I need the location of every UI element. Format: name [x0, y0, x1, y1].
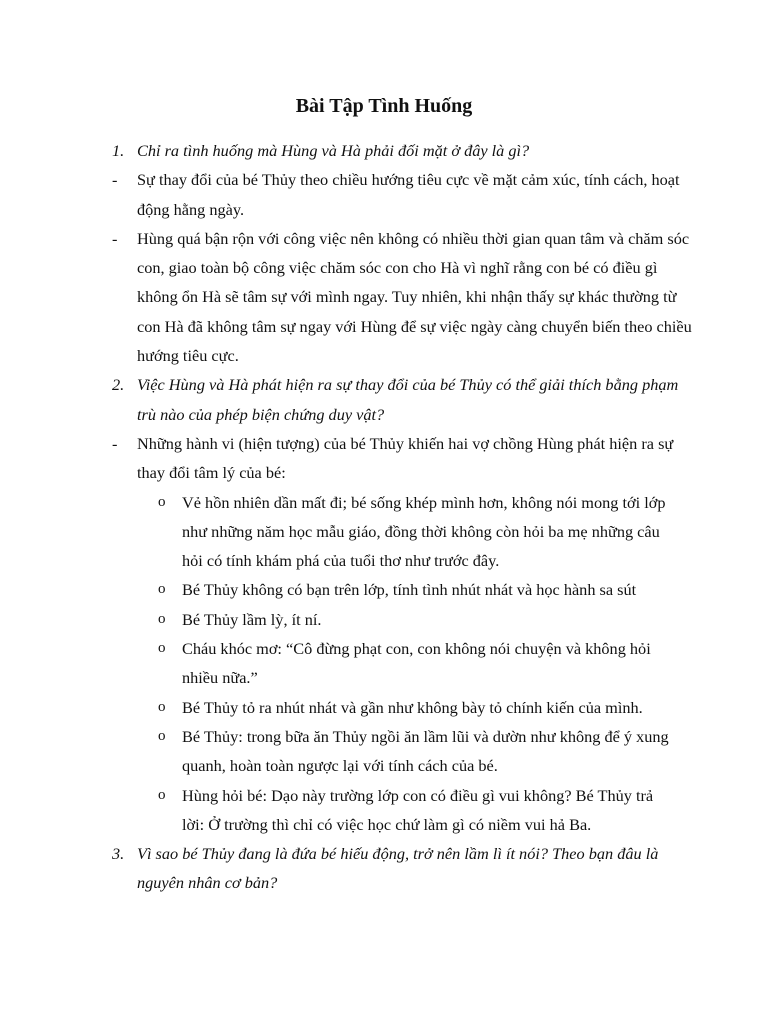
- bullet-marker: o: [158, 493, 166, 510]
- question-item: [112, 839, 692, 898]
- bullet-marker: o: [158, 698, 166, 715]
- item-text: Hùng hỏi bé: Dạo này trường lớp con có điều gì vui không? Bé Thủy trả lời: Ở trường thì chỉ có việc học chứ làm gì có niềm vui hả Ba.: [182, 785, 654, 834]
- dash-marker: -: [112, 433, 118, 453]
- item-text: Vẻ hồn nhiên dần mất đi; bé sống khép mình hơn, không nói mong tới lớp như những năm học mẫu giáo, đồng thời không còn hỏi ba mẹ những câu hỏi có tính khám phá của tuổi thơ như trước đây.: [182, 492, 666, 571]
- bullet-marker: o: [158, 786, 166, 803]
- item-text: Bé Thủy lầm lỳ, ít ní.: [182, 609, 322, 629]
- item-text: Cháu khóc mơ: “Cô đừng phạt con, con không nói chuyện và không hỏi nhiều nữa.”: [182, 639, 651, 688]
- question-number: 1.: [112, 141, 125, 160]
- item-text: Bé Thủy không có bạn trên lớp, tính tình nhút nhát và học hành sa sút: [182, 580, 637, 600]
- document-title: Bài Tập Tình Huống: [295, 95, 473, 117]
- bullet-marker: o: [158, 640, 166, 657]
- answer-item: [112, 165, 692, 224]
- item-text: Sự thay đổi của bé Thủy theo chiều hướng tiêu cực về mặt cảm xúc, tính cách, hoạt động hằng ngày.: [137, 170, 680, 219]
- question-item: [112, 370, 692, 429]
- answer-item: [112, 224, 692, 370]
- dash-marker: -: [112, 170, 118, 190]
- sub-bullet-item: [158, 488, 672, 576]
- sub-bullet-item: [158, 722, 672, 781]
- sub-bullet-item: [158, 634, 672, 693]
- answer-item: [112, 429, 692, 488]
- document-body: [112, 136, 692, 898]
- question-text: Chỉ ra tình huống mà Hùng và Hà phải đối mặt ở đây là gì?: [137, 141, 530, 160]
- sub-bullet-item: [158, 693, 672, 722]
- question-text: Việc Hùng và Hà phát hiện ra sự thay đổi của bé Thủy có thể giải thích bằng phạm trù nào của phép biện chứng duy vật?: [137, 375, 679, 424]
- bullet-marker: o: [158, 610, 166, 627]
- sub-bullet-item: [158, 605, 672, 634]
- sub-bullet-item: [158, 781, 672, 840]
- question-number: 2.: [112, 375, 125, 395]
- item-text: Bé Thủy: trong bữa ăn Thủy ngồi ăn lầm lũi và dườn như không để ý xung quanh, hoàn toàn ngược lại với tính cách của bé.: [182, 726, 669, 776]
- item-text: Hùng quá bận rộn với công việc nên không có nhiều thời gian quan tâm và chăm sóc con, giao toàn bộ công việc chăm sóc con cho Hà vì nghĩ rằng con bé có điều gì không ổn Hà sẽ tâm sự với mình ngay. Tuy nhiên, khi nhận thấy sự khác thường từ con Hà đã không tâm sự ngay với Hùng để sự việc ngày càng chuyển biến theo chiều hướng tiêu cực.: [137, 228, 692, 366]
- item-text: Bé Thủy tỏ ra nhút nhát và gần như không bày tỏ chính kiến của mình.: [182, 697, 643, 717]
- item-text: Những hành vi (hiện tượng) của bé Thủy khiến hai vợ chồng Hùng phát hiện ra sự thay đổi tâm lý của bé:: [137, 433, 674, 483]
- question-text: Vì sao bé Thủy đang là đứa bé hiếu động, trở nên lầm lì ít nói? Theo bạn đâu là nguyên nhân cơ bản?: [137, 844, 659, 893]
- question-item: [112, 136, 692, 165]
- bullet-marker: o: [158, 581, 166, 598]
- question-number: 3.: [112, 844, 125, 864]
- dash-marker: -: [112, 228, 118, 248]
- bullet-marker: o: [158, 727, 166, 744]
- sub-bullet-item: [158, 575, 672, 604]
